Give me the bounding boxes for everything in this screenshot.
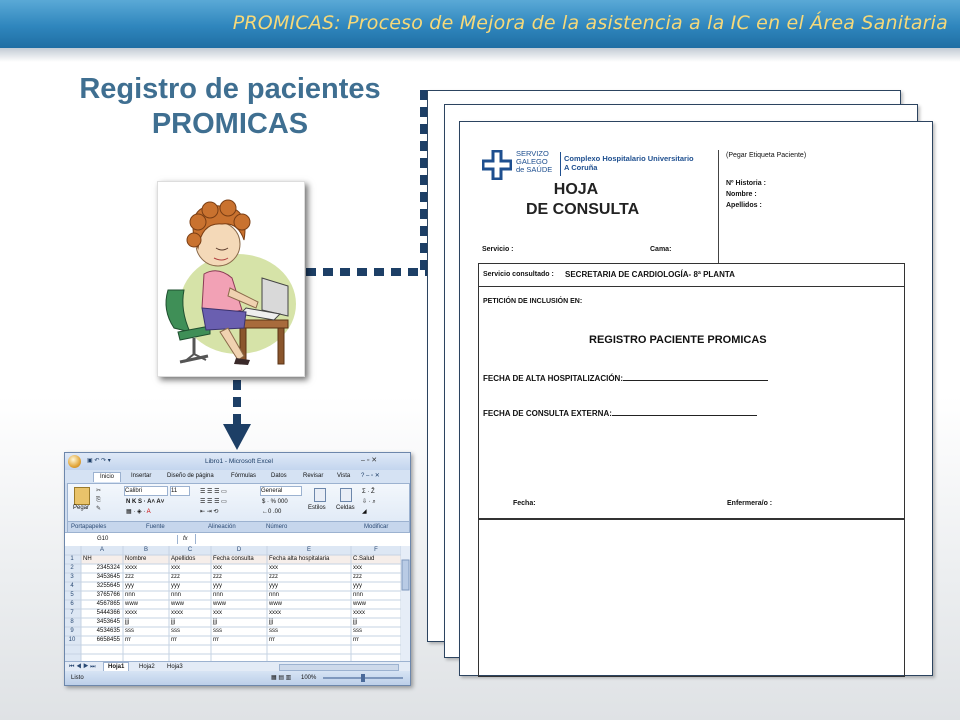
clipboard-tools[interactable]: ✂ ⎘ ✎ bbox=[96, 488, 102, 512]
dotted-connector-horizontal bbox=[306, 268, 428, 276]
view-buttons[interactable]: ▦ ▤ ▥ bbox=[271, 675, 292, 681]
table-cell[interactable]: jjj bbox=[269, 619, 273, 625]
horizontal-scrollbar[interactable] bbox=[279, 664, 399, 671]
slide-heading bbox=[40, 72, 420, 142]
table-cell[interactable]: jjj bbox=[213, 619, 217, 625]
table-cell[interactable]: xxx bbox=[353, 565, 362, 571]
table-cell[interactable]: www bbox=[125, 601, 138, 607]
formula-input[interactable] bbox=[195, 534, 400, 544]
heading-line-1: Registro de pacientes bbox=[79, 73, 381, 105]
arrow-down-icon bbox=[223, 424, 251, 450]
table-cell[interactable]: www bbox=[213, 601, 226, 607]
enfermera-label: Enfermera/o : bbox=[727, 500, 773, 507]
table-cell[interactable]: yyy bbox=[125, 583, 134, 589]
patient-id-fields: Nº Historia : Nombre : Apellidos : bbox=[726, 180, 766, 209]
editing-buttons[interactable]: Σ · Ž ⇩ · ⌕ ◢ bbox=[362, 489, 376, 515]
table-header-cell[interactable]: C.Salud bbox=[353, 556, 375, 562]
tab-insertar[interactable]: Insertar bbox=[131, 473, 152, 479]
servizo-galego-logo-icon bbox=[482, 150, 512, 180]
column-header[interactable]: D bbox=[236, 547, 242, 553]
fecha-label: Fecha: bbox=[513, 500, 536, 507]
table-cell[interactable]: xxx bbox=[171, 565, 180, 571]
table-cell[interactable]: nnn bbox=[125, 592, 136, 598]
row-header[interactable]: 2 bbox=[70, 565, 74, 571]
row-header[interactable]: 6 bbox=[70, 601, 74, 607]
table-cell[interactable]: rrr bbox=[171, 637, 177, 643]
table-cell[interactable]: 4534635 bbox=[96, 628, 120, 634]
row-header[interactable]: 3 bbox=[70, 574, 74, 580]
table-cell[interactable]: yyy bbox=[213, 583, 222, 589]
office-button-icon[interactable] bbox=[68, 455, 81, 468]
fx-icon[interactable]: fx bbox=[183, 536, 188, 542]
decimal-buttons[interactable]: ←0 .00 bbox=[262, 509, 282, 515]
table-cell[interactable]: yyy bbox=[171, 583, 180, 589]
table-cell[interactable]: xxx bbox=[213, 610, 222, 616]
doc-title: HOJA DE CONSULTA bbox=[526, 181, 640, 218]
table-header-cell[interactable]: Fecha consulta bbox=[213, 556, 254, 562]
peticion-label: PETICIÓN DE INCLUSIÓN EN: bbox=[483, 298, 583, 305]
row-header[interactable]: 1 bbox=[70, 556, 74, 562]
column-header[interactable]: C bbox=[187, 547, 193, 553]
heading-line-2: PROMICAS bbox=[151, 108, 309, 140]
font-name-select[interactable]: Calibri bbox=[124, 486, 168, 496]
fecha-alta-label: FECHA DE ALTA HOSPITALIZACIÓN: bbox=[483, 374, 768, 383]
table-cell[interactable]: nnn bbox=[213, 592, 224, 598]
name-box[interactable]: G10 bbox=[69, 535, 178, 544]
ribbon-tabs bbox=[65, 470, 410, 483]
tab-vista[interactable]: Vista bbox=[337, 473, 351, 479]
row-header[interactable]: 8 bbox=[70, 619, 74, 625]
table-cell[interactable]: 4567865 bbox=[96, 601, 120, 607]
logo-divider bbox=[560, 152, 561, 176]
tab-datos[interactable]: Datos bbox=[271, 473, 287, 479]
table-cell[interactable]: 6658455 bbox=[96, 637, 120, 643]
table-cell[interactable]: nnn bbox=[353, 592, 364, 598]
table-cell[interactable]: www bbox=[171, 601, 184, 607]
font-style-buttons[interactable]: N K S · A˄ A˅ bbox=[126, 499, 165, 505]
table-cell[interactable]: jjj bbox=[125, 619, 129, 625]
consultation-form bbox=[459, 121, 933, 676]
table-cell[interactable]: www bbox=[353, 601, 366, 607]
table-cell[interactable]: sss bbox=[269, 628, 278, 634]
table-cell[interactable]: 3255645 bbox=[96, 583, 120, 589]
table-cell[interactable]: yyy bbox=[353, 583, 362, 589]
table-cell[interactable]: sss bbox=[171, 628, 180, 634]
formula-bar bbox=[65, 532, 410, 547]
table-cell[interactable]: zzz bbox=[353, 574, 362, 580]
woman-computer-icon bbox=[158, 182, 304, 376]
table-cell[interactable]: xxxx bbox=[125, 610, 137, 616]
banner-shadow bbox=[0, 48, 960, 62]
table-cell[interactable]: xxxx bbox=[125, 565, 137, 571]
request-table bbox=[478, 263, 905, 677]
spreadsheet-grid bbox=[65, 546, 410, 661]
table-cell[interactable]: rrr bbox=[353, 637, 359, 643]
styles-label[interactable]: Estilos bbox=[308, 505, 326, 511]
logo-org-text: SERVIZO GALEGO de SAÚDE bbox=[516, 149, 553, 174]
row-header[interactable]: 10 bbox=[68, 637, 76, 643]
alignment-buttons[interactable]: ☰ ☰ ☰ ▭ ☰ ☰ ☰ ▭ ⇤ ⇥ ⟲ bbox=[200, 489, 227, 515]
table-cell[interactable]: zzz bbox=[171, 574, 180, 580]
label-box-divider bbox=[718, 150, 719, 264]
banner-title: PROMICAS: Proceso de Mejora de la asistencia a la IC en el Área Sanitaria bbox=[232, 12, 948, 34]
table-cell[interactable]: jjj bbox=[353, 619, 357, 625]
table-cell[interactable]: zzz bbox=[125, 574, 134, 580]
table-cell[interactable]: zzz bbox=[213, 574, 222, 580]
table-cell[interactable]: nnn bbox=[269, 592, 280, 598]
table-cell[interactable]: jjj bbox=[171, 619, 175, 625]
table-cell[interactable]: 5444366 bbox=[96, 610, 120, 616]
table-cell[interactable]: yyy bbox=[269, 583, 278, 589]
table-cell[interactable]: rrr bbox=[125, 637, 131, 643]
table-cell[interactable]: 3453645 bbox=[96, 619, 120, 625]
cells-label[interactable]: Celdas bbox=[336, 505, 355, 511]
row-header[interactable]: 7 bbox=[70, 610, 74, 616]
sheet-tab-3[interactable]: Hoja3 bbox=[167, 664, 183, 670]
row-header[interactable]: 5 bbox=[70, 592, 74, 598]
table-cell[interactable]: xxxx bbox=[269, 610, 281, 616]
signature-divider bbox=[479, 518, 904, 520]
table-cell[interactable]: nnn bbox=[171, 592, 182, 598]
excel-title-bar bbox=[65, 453, 410, 470]
table-cell[interactable]: xxx bbox=[269, 565, 278, 571]
table-cell[interactable]: xxx bbox=[213, 565, 222, 571]
table-cell[interactable]: sss bbox=[125, 628, 134, 634]
paste-label[interactable]: Pegar bbox=[73, 505, 90, 511]
table-cell[interactable]: xxxx bbox=[353, 610, 365, 616]
zoom-slider-thumb[interactable] bbox=[361, 674, 365, 682]
table-cell[interactable]: sss bbox=[353, 628, 362, 634]
excel-window-title: Libro1 - Microsoft Excel bbox=[205, 458, 273, 465]
table-cell[interactable]: zzz bbox=[269, 574, 278, 580]
column-header[interactable]: F bbox=[374, 547, 378, 553]
tab-diseno[interactable]: Diseño de página bbox=[167, 473, 214, 479]
sheet-nav-icon[interactable]: ⏮ ◀ ▶ ⏭ bbox=[69, 664, 96, 670]
excel-window bbox=[64, 452, 411, 686]
styles-icon[interactable] bbox=[314, 488, 326, 502]
column-header[interactable]: E bbox=[306, 547, 311, 553]
table-cell[interactable]: xxxx bbox=[171, 610, 183, 616]
cama-label: Cama: bbox=[650, 246, 672, 253]
sheet-tab-2[interactable]: Hoja2 bbox=[139, 664, 155, 670]
sheet-tab-1[interactable]: Hoja1 bbox=[103, 662, 129, 673]
hospital-name: Complexo Hospitalario Universitario A Coruña bbox=[564, 154, 694, 172]
row-header[interactable]: 4 bbox=[70, 583, 74, 589]
tab-inicio[interactable]: Inicio bbox=[93, 472, 121, 482]
table-cell[interactable]: www bbox=[269, 601, 282, 607]
table-cell[interactable]: 3453645 bbox=[96, 574, 120, 580]
font-size-select[interactable]: 11 bbox=[170, 486, 190, 496]
title-banner bbox=[0, 0, 960, 48]
status-text: Listo bbox=[71, 675, 84, 681]
column-header[interactable]: A bbox=[99, 547, 104, 553]
zoom-level: 100% bbox=[301, 675, 317, 681]
status-bar bbox=[65, 671, 410, 685]
table-header-cell[interactable]: Apellidos bbox=[171, 556, 196, 562]
fecha-consulta-label: FECHA DE CONSULTA EXTERNA: bbox=[483, 409, 757, 418]
table-cell[interactable]: 3765766 bbox=[96, 592, 120, 598]
table-header-cell[interactable]: Fecha alta hospitalaria bbox=[269, 556, 330, 562]
table-cell[interactable]: 2345324 bbox=[96, 565, 120, 571]
row-header[interactable]: 9 bbox=[70, 628, 74, 634]
table-cell[interactable]: rrr bbox=[269, 637, 275, 643]
paste-icon[interactable] bbox=[74, 487, 90, 505]
table-cell[interactable]: sss bbox=[213, 628, 222, 634]
number-format-select[interactable]: General bbox=[260, 486, 302, 496]
dotted-connector-down bbox=[233, 380, 241, 424]
table-cell[interactable]: rrr bbox=[213, 637, 219, 643]
cells-icon[interactable] bbox=[340, 488, 352, 502]
servicio-label: Servicio : bbox=[482, 246, 514, 253]
column-header[interactable]: B bbox=[143, 547, 148, 553]
window-controls[interactable]: ‒ ▫ ✕ bbox=[361, 457, 378, 464]
woman-at-computer-illustration bbox=[157, 181, 305, 377]
ribbon-group-labels: Portapapeles Fuente Alineación Número Modificar bbox=[68, 521, 409, 532]
registro-title: REGISTRO PACIENTE PROMICAS bbox=[589, 334, 767, 346]
table-header-cell[interactable]: NH bbox=[83, 556, 92, 562]
tab-revisar[interactable]: Revisar bbox=[303, 473, 324, 479]
help-icon[interactable]: ? ‒ ▫ ✕ bbox=[361, 473, 380, 479]
table-header-cell[interactable]: Nombre bbox=[125, 556, 147, 562]
paste-label-text: (Pegar Etiqueta Paciente) bbox=[726, 152, 807, 159]
tab-formulas[interactable]: Fórmulas bbox=[231, 473, 257, 479]
number-buttons[interactable]: $ · % 000 bbox=[262, 499, 288, 505]
border-fill-buttons[interactable]: ▦ · ◈ · A bbox=[126, 509, 151, 515]
service-row: Servicio consultado : SECRETARIA DE CARDIOLOGÍA- 8ª PLANTA bbox=[479, 264, 904, 287]
ribbon-home bbox=[67, 483, 410, 533]
quick-access-toolbar[interactable]: ▣ ↶ ↷ ▾ bbox=[87, 458, 111, 464]
